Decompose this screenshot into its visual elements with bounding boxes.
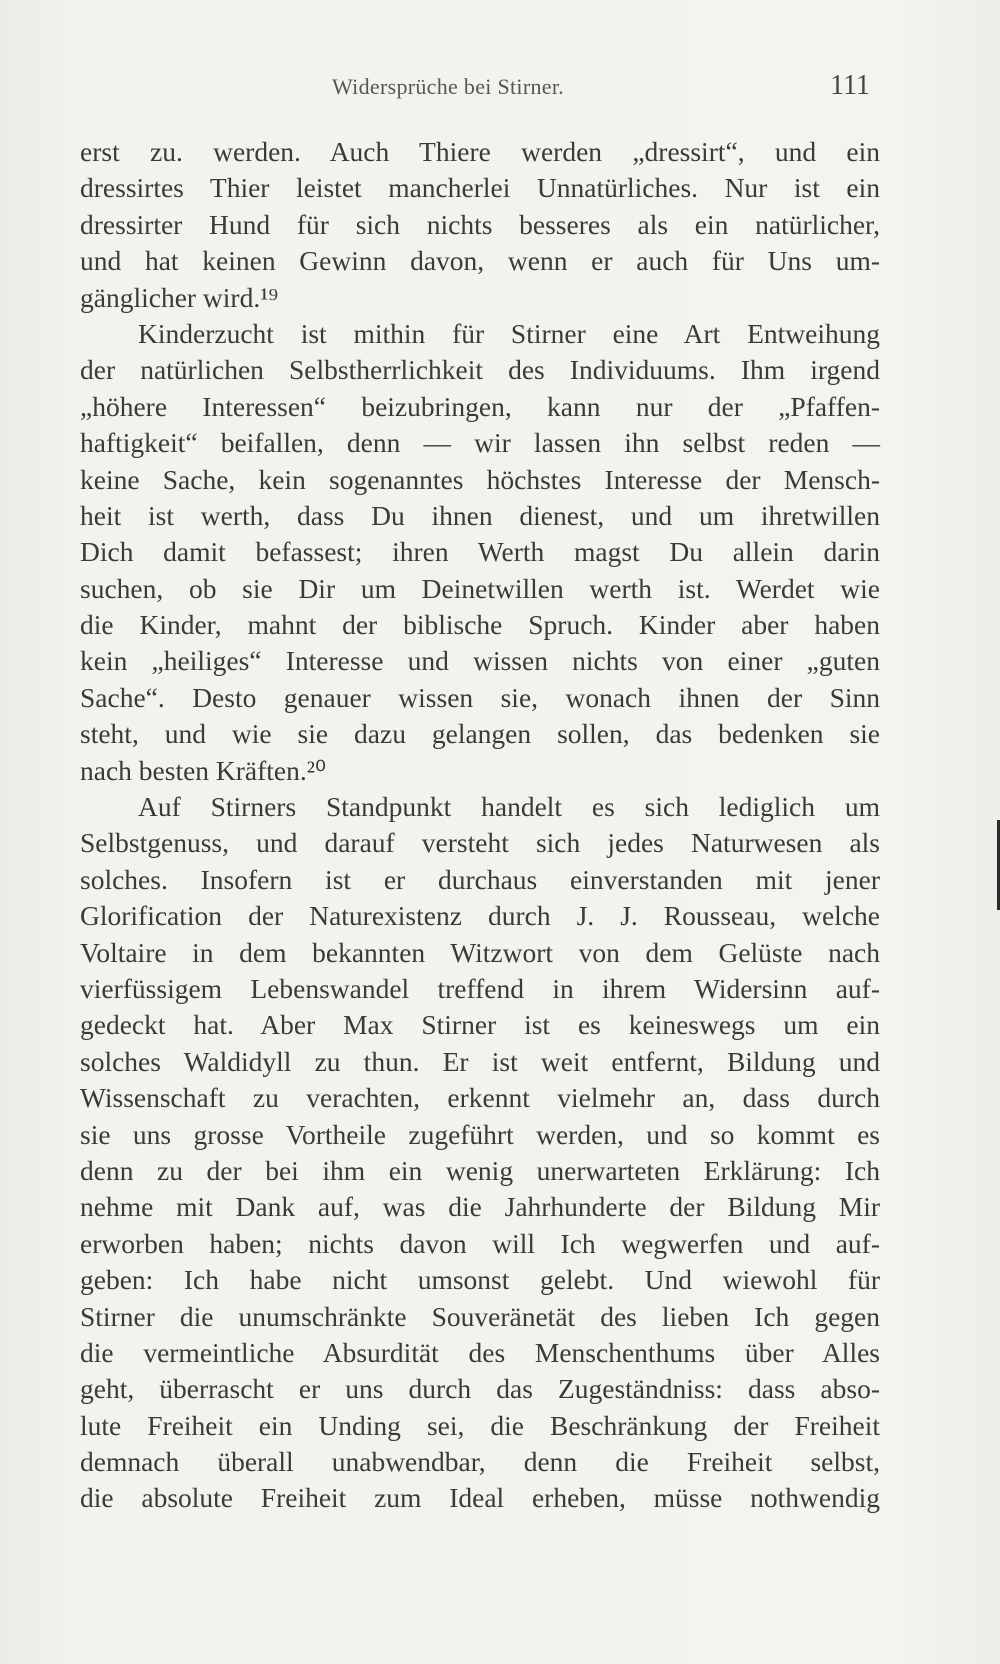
text-line: sie uns grosse Vortheile zugeführt werden, und so kommt es [80,1118,880,1150]
text-line: suchen, ob sie Dir um Deinetwillen werth ist. Werdet wie [80,572,880,604]
text-line: dressirter Hund für sich nichts besseres als ein natürlicher, [80,208,880,240]
text-line: Auf Stirners Standpunkt handelt es sich lediglich um [138,791,880,823]
text-line: solches Waldidyll zu thun. Er ist weit entfernt, Bildung und [80,1045,880,1077]
text-line: die Kinder, mahnt der biblische Spruch. Kinder aber haben [80,609,880,641]
text-line: gedeckt hat. Aber Max Stirner ist es keineswegs um ein [80,1009,880,1041]
text-line: steht, und wie sie dazu gelangen sollen, das bedenken sie [80,718,880,750]
text-line: erst zu. werden. Auch Thiere werden „dressirt“, und ein [80,136,880,167]
text-line: die absolute Freiheit zum Ideal erheben, müsse nothwendig [80,1482,880,1514]
text-line: der natürlichen Selbstherrlichkeit des Individuums. Ihm irgend [80,354,880,386]
text-line: lute Freiheit ein Unding sei, die Beschränkung der Freiheit [80,1409,880,1441]
text-line: nach besten Kräften.²⁰ [80,754,327,786]
text-line: „höhere Interessen“ beizubringen, kann nur der „Pfaffen- [80,390,880,422]
text-line: denn zu der bei ihm ein wenig unerwarteten Erklärung: Ich [80,1154,880,1186]
text-line: geben: Ich habe nicht umsonst gelebt. Und wiewohl für [80,1264,880,1296]
text-line: Wissenschaft zu verachten, erkennt vielmehr an, dass durch [80,1082,880,1114]
body-text [80,134,880,1517]
text-line: heit ist werth, dass Du ihnen dienest, und um ihretwillen [80,499,880,531]
page-number: 111 [830,70,870,101]
text-line: Stirner die unumschränkte Souveränetät des lieben Ich gegen [80,1300,880,1332]
text-line: demnach überall unabwendbar, denn die Freiheit selbst, [80,1446,880,1478]
text-line: geht, überrascht er uns durch das Zugeständniss: dass abso- [80,1373,880,1405]
page-header [80,70,880,110]
text-line: keine Sache, kein sogenanntes höchstes Interesse der Mensch- [80,463,880,495]
running-title: Widersprüche bei Stirner. [332,74,565,99]
text-line: Dich damit befassest; ihren Werth magst Du allein darin [80,536,880,568]
text-line: und hat keinen Gewinn davon, wenn er auch für Uns um- [80,245,880,277]
text-line: Sache“. Desto genauer wissen sie, wonach ihnen der Sinn [80,681,880,713]
text-line: Selbstgenuss, und darauf versteht sich jedes Naturwesen als [80,827,880,859]
text-line: nehme mit Dank auf, was die Jahrhunderte der Bildung Mir [80,1191,880,1223]
text-line: vierfüssigem Lebenswandel treffend in ihrem Widersinn auf- [80,972,880,1004]
text-line: Voltaire in dem bekannten Witzwort von dem Gelüste nach [80,936,880,968]
text-line: haftigkeit“ beifallen, denn — wir lassen ihn selbst reden — [80,427,880,459]
text-line: Glorification der Naturexistenz durch J. J. Rousseau, welche [80,900,880,932]
text-line: solches. Insofern ist er durchaus einverstanden mit jener [80,863,880,895]
text-line: gänglicher wird.¹⁹ [80,281,279,313]
text-line: erworben haben; nichts davon will Ich wegwerfen und auf- [80,1227,880,1259]
text-line: die vermeintliche Absurdität des Menschenthums über Alles [80,1336,880,1368]
text-line: Kinderzucht ist mithin für Stirner eine Art Entweihung [138,317,880,349]
text-line: kein „heiliges“ Interesse und wissen nichts von einer „guten [80,645,880,677]
text-line: dressirtes Thier leistet mancherlei Unnatürliches. Nur ist ein [80,172,880,204]
